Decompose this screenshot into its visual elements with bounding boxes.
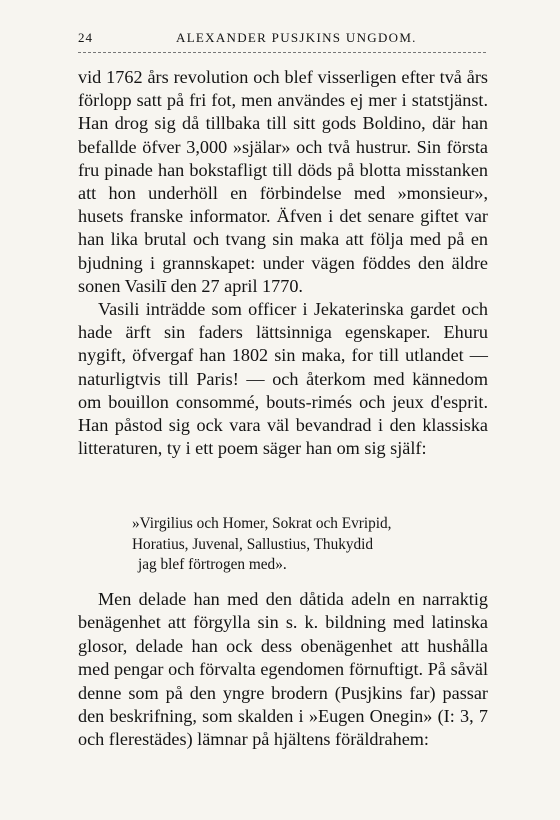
page-number: 24 (78, 30, 93, 45)
main-text (78, 66, 488, 460)
paragraph-3: Men delade han med den dåtida adeln en narraktig benägenhet att förgylla sin s. k. bildning med latinska glosor, delade han ock dess obenägenhet att hushålla med pengar och förvalta egendomen förnuftigt. På såväl denne som på den yngre brodern (Pusjkins far) passar den beskrifning, som skalden i »Eugen Onegin» (I: 3, 7 och flerestädes) lämnar på hjältens föräldrahem: (78, 589, 488, 750)
closing-text (78, 588, 488, 752)
paragraph-2: Vasili inträdde som officer i Jekaterinska gardet och hade ärft sin faders lättsinniga egenskaper. Ehuru nygift, öfvergaf han 1802 sin maka, for till utlandet — naturligtvis till Paris! — och återkom med kännedom om bouillon consommé, bouts-rimés och jeux d'esprit. Han påstod sig ock vara väl bevandrad i den klassiska litteraturen, ty i ett poem säger han om sig själf: (78, 299, 488, 459)
verse-line-1: »Virgilius och Homer, Sokrat och Evripid, (132, 515, 392, 532)
verse-quote (132, 514, 462, 576)
verse-line-2: Horatius, Juvenal, Sallustius, Thukydid (132, 535, 374, 553)
header-rule (78, 52, 486, 53)
verse-line-3: jag blef förtrogen med». (138, 556, 287, 573)
running-title: ALEXANDER PUSJKINS UNGDOM. (176, 30, 417, 45)
paragraph-1: vid 1762 års revolution och blef visserligen efter två års förlopp satt på fri fot, men användes ej mer i statstjänst. Han drog sig då tillbaka till sitt gods Boldino, där han befallde öfver 3,000 »själar» och två hustrur. Sin första fru pinade han bokstafligt till döds på blotta misstanken att hon underhöll en förbindelse med »monsieur», husets franske informator. Äfven i det senare giftet var han lika brutal och tvang sin maka att följa med på en bjudning i grannskapet: under vägen föddes den äldre sonen Vasilī den 27 april 1770. (78, 67, 488, 296)
